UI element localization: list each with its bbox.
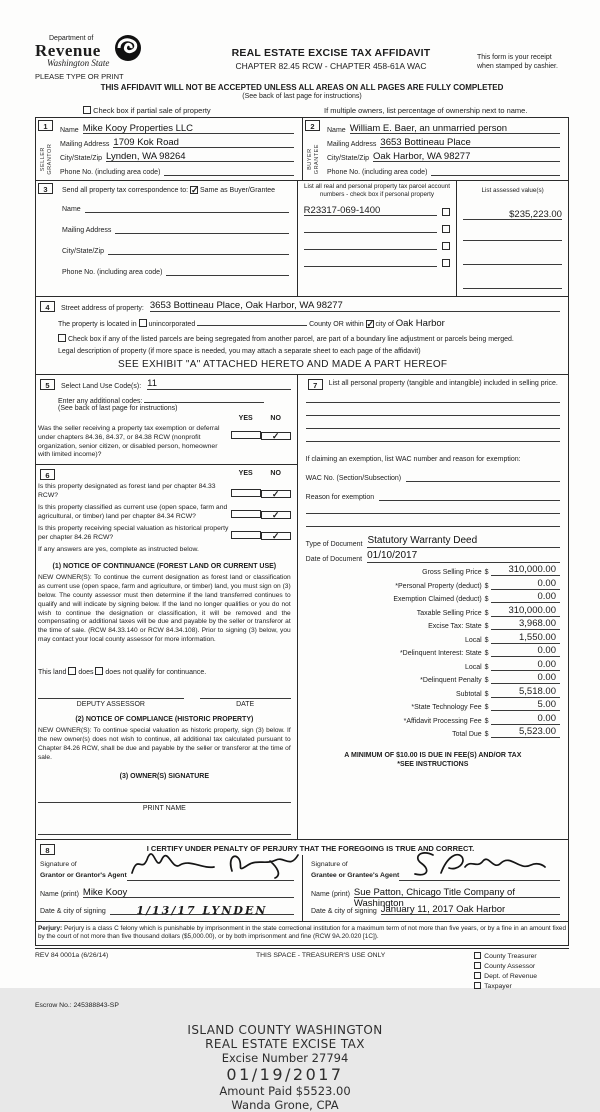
segregated-label: Check box if any of the listed parcels are being segregated from another parcel, are part of a boundary line adjustment or parcels being merged. <box>67 335 514 343</box>
land-use-label: Select Land Use Code(s): <box>61 382 142 390</box>
date-label: DATE <box>236 701 255 709</box>
assessed-value-field[interactable]: $235,223.00 <box>463 209 562 220</box>
receipt-note: This form is your receipt when stamped by cashier. <box>477 54 558 71</box>
yes-column-header: YES <box>238 414 253 422</box>
dollar-sign: $ <box>484 609 489 617</box>
delinquent-penalty-field[interactable]: 0.00 <box>491 672 560 684</box>
dollar-sign: $ <box>484 663 489 671</box>
s3-phone-label: Phone No. (including area code) <box>62 269 163 276</box>
owners-signature-label: (3) OWNER(S) SIGNATURE <box>119 772 209 780</box>
seller-city-label: City/State/Zip <box>60 155 103 162</box>
money-label: Exemption Claimed (deduct) <box>393 596 482 604</box>
treasurer-use-label: THIS SPACE - TREASURER'S USE ONLY <box>256 951 386 959</box>
legal-description-label: Legal description of property (if more space is needed, you may attach a separate sheet to each page of the affidavit) <box>58 347 421 355</box>
county-or-label: County OR within <box>309 320 364 328</box>
s6-forest-yes-checkbox[interactable] <box>231 489 261 497</box>
segregated-checkbox[interactable] <box>58 334 66 342</box>
personal-property-line[interactable] <box>306 390 560 403</box>
form-header <box>35 35 569 81</box>
washington-state-label: Washington State <box>47 58 110 68</box>
stamp-amount-paid: Amount Paid $5523.00 <box>219 1083 351 1098</box>
excise-tax-local-field[interactable]: 1,550.00 <box>491 632 560 644</box>
doc-date-label: Date of Document <box>305 555 363 563</box>
seller-phone-field[interactable] <box>164 165 294 176</box>
section-3 <box>36 181 568 297</box>
certify-statement: I CERTIFY UNDER PENALTY OF PERJURY THAT THE FOREGOING IS TRUE AND CORRECT. <box>146 843 475 853</box>
section-7-column <box>297 375 568 839</box>
seller-address-field[interactable]: 1709 Kok Road <box>113 137 294 148</box>
money-label: Taxable Selling Price <box>416 609 482 617</box>
buyer-name-field[interactable]: William E. Baer, an unmarried person <box>350 123 560 134</box>
form-title: REAL ESTATE EXCISE TAX AFFIDAVIT <box>231 47 431 59</box>
section-4 <box>36 297 568 375</box>
this-land-label: This land <box>38 669 67 677</box>
dept-of-revenue-label: Dept. of Revenue <box>484 972 538 980</box>
s3-address-field[interactable] <box>115 223 288 234</box>
money-label: *State Technology Fee <box>411 704 482 712</box>
money-label: Total Due <box>452 731 482 739</box>
located-in-label: The property is located in <box>58 320 137 328</box>
s6-no-column-header: NO <box>270 470 281 478</box>
section-8 <box>36 840 568 922</box>
s3-city-label: City/State/Zip <box>62 248 105 255</box>
dollar-sign: $ <box>484 690 489 698</box>
grantee-sig-label-2: Grantee or Grantee's Agent <box>311 871 400 879</box>
seller-grantor-side-label: SELLER GRANTOR <box>39 143 53 175</box>
revenue-wordmark: Revenue <box>35 41 101 60</box>
seller-city-field[interactable]: Lynden, WA 98264 <box>106 151 294 162</box>
grantee-date-city-field[interactable]: January 11, 2017 Oak Harbor <box>381 904 560 915</box>
city-of-field[interactable]: Oak Harbor <box>395 317 445 329</box>
correspondence-label: Send all property tax correspondence to: <box>62 187 189 194</box>
escrow-number: Escrow No.: 245388843-SP <box>35 1001 119 1009</box>
see-instructions-note: *SEE INSTRUCTIONS <box>397 761 469 769</box>
section-1-seller <box>36 118 302 180</box>
county-assessor-label: County Assessor <box>484 962 536 970</box>
form-subtitle: CHAPTER 82.45 RCW - CHAPTER 458-61A WAC <box>235 61 427 71</box>
buyer-address-label: Mailing Address <box>327 141 377 148</box>
city-of-label: city of <box>375 320 394 328</box>
county-treasurer-label: County Treasurer <box>484 952 537 960</box>
delinquent-interest-state-field[interactable]: 0.00 <box>491 645 560 657</box>
section-3-number: 3 <box>38 183 53 194</box>
copy-distribution-list <box>446 952 569 992</box>
parcel-number-field[interactable] <box>304 222 438 233</box>
s6-historic-yes-checkbox[interactable] <box>231 531 261 539</box>
grantee-name-print-label: Name (print) <box>311 890 350 898</box>
stamp-date: 01/19/2017 <box>226 1064 344 1084</box>
seller-name-field[interactable]: Mike Kooy Properties LLC <box>83 123 294 134</box>
grantor-date-city-field[interactable]: 1/13/17 LYNDEN <box>110 904 294 915</box>
personal-property-line[interactable] <box>306 416 560 429</box>
parcel-number-field[interactable] <box>304 239 438 250</box>
buyer-address-field[interactable]: 3653 Bottineau Place <box>380 137 560 148</box>
stamp-tax-line: REAL ESTATE EXCISE TAX <box>205 1036 365 1051</box>
buyer-city-label: City/State/Zip <box>327 155 370 162</box>
dollar-sign: $ <box>484 596 489 604</box>
land-use-field[interactable]: 11 <box>147 378 291 390</box>
s3-address-label: Mailing Address <box>62 227 112 234</box>
legal-description-value: SEE EXHIBIT "A" ATTACHED HERETO AND MADE A PART HEREOF <box>118 358 448 370</box>
section-2-number: 2 <box>305 120 320 131</box>
assessed-value-field[interactable] <box>463 254 562 265</box>
street-address-field[interactable]: 3653 Bottineau Place, Oak Harbor, WA 98277 <box>150 300 560 312</box>
warning-sub: (See back of last page for instructions) <box>242 93 362 100</box>
money-label: *Personal Property (deduct) <box>395 582 482 590</box>
street-address-label: Street address of property: <box>61 304 144 312</box>
personal-property-line[interactable] <box>306 403 560 416</box>
s6-forest-question: Is this property designated as forest land per chapter 84.33 RCW? <box>38 483 216 499</box>
treasurer-stamp <box>135 1023 435 1112</box>
dollar-sign: $ <box>484 731 489 739</box>
wac-no-label: WAC No. (Section/Subsection) <box>305 474 402 482</box>
parcel-personal-checkbox-3[interactable] <box>442 242 450 250</box>
section-1-number: 1 <box>38 120 53 131</box>
dollar-sign: $ <box>484 623 489 631</box>
s5-yes-checkbox[interactable] <box>231 431 261 439</box>
county-treasurer-checkbox[interactable] <box>474 952 481 959</box>
personal-property-line[interactable] <box>306 429 560 442</box>
same-as-buyer-checkbox[interactable]: ✓ <box>191 185 199 195</box>
notice-continuance-body: NEW OWNER(S): To continue the current designation as forest land or classification as current use (open space, farm and agriculture, or timber) land, you must sign on (3) below. The county assessor must then determine if the land transferred continues to qualify and will indicate by signing below. If the land no longer qualifies or you do not wish to continue the designation or classification, it will be removed and the compensating or additional taxes will be due and payable by the seller or transferor at the time of sale. (RCW 84.33.140 or RCW 84.34.108). Prior to signing (3) below, you may contact your local county assessor for more information. <box>38 574 291 644</box>
exemption-claimed-field[interactable]: 0.00 <box>491 591 560 603</box>
reason-label: Reason for exemption <box>305 493 375 501</box>
s6-forest-no-checkbox[interactable]: ✓ <box>261 490 291 498</box>
reason-extra-line[interactable] <box>306 514 560 527</box>
partial-sale-label: Check box if partial sale of property <box>93 106 211 115</box>
perjury-label: Perjury: <box>38 924 63 932</box>
taxpayer-checkbox[interactable] <box>474 982 481 989</box>
doc-date-field[interactable]: 01/10/2017 <box>367 550 560 563</box>
land-does-not-checkbox[interactable] <box>95 667 103 675</box>
parcel-column-header: List all real and personal property tax parcel account numbers - check box if personal property <box>303 183 450 198</box>
s5-exemption-question: Was the seller receiving a property tax exemption or deferral under chapters 84.36, 84.37, or 84.38 RCW (nonprofit organization, senior citizen, or disabled person, homeowner with limited income)? <box>38 424 220 459</box>
s6-historic-no-checkbox[interactable]: ✓ <box>261 532 291 540</box>
section-7-number: 7 <box>308 379 323 390</box>
wac-no-field[interactable] <box>406 471 560 482</box>
please-type-label: PLEASE TYPE OR PRINT <box>35 72 124 81</box>
owner-signature-line[interactable] <box>38 802 291 803</box>
s6-current-use-question: Is this property classified as current use (open space, farm and agricultural, or timber) land per chapter 84.34 RCW? <box>38 504 228 520</box>
exemption-claim-label: If claiming an exemption, list WAC number and reason for exemption: <box>305 455 521 463</box>
subtotal-field[interactable]: 5,518.00 <box>491 686 560 698</box>
form-revision: REV 84 0001a (6/26/14) <box>35 951 109 959</box>
warning-line: THIS AFFIDAVIT WILL NOT BE ACCEPTED UNLESS ALL AREAS ON ALL PAGES ARE FULLY COMPLETED <box>100 83 504 92</box>
perjury-body: Perjury is a class C felony which is punishable by imprisonment in the state correctional institution for a maximum term of not more than five years, or by a fine in an amount fixed by the court of not more than five thousand dollars ($5,000.00), or by both imprisonment and fine (RCW 9A.20.020 [1C]). <box>38 924 566 941</box>
perjury-statement <box>36 922 568 945</box>
parcel-personal-checkbox-1[interactable] <box>442 208 450 216</box>
dollar-sign: $ <box>484 650 489 658</box>
parcel-personal-checkbox-2[interactable] <box>442 225 450 233</box>
grantee-sig-label-1: Signature of <box>311 861 348 869</box>
personal-property-deduct-field[interactable]: 0.00 <box>491 578 560 590</box>
grantor-date-city-label: Date & city of signing <box>40 907 106 915</box>
money-label: Local <box>464 663 482 671</box>
s3-name-label: Name <box>62 206 81 213</box>
money-label: Local <box>464 636 482 644</box>
grantor-signature-ink <box>130 849 300 879</box>
seller-name-label: Name <box>60 127 79 134</box>
dollar-sign: $ <box>484 569 489 577</box>
money-label: *Delinquent Penalty <box>420 677 482 685</box>
form-body <box>35 117 569 946</box>
s6-current-yes-checkbox[interactable] <box>231 510 261 518</box>
additional-codes-field[interactable] <box>144 394 264 403</box>
dept-of-label: Department of <box>49 35 94 42</box>
grantee-name-print-field[interactable]: Sue Patton, Chicago Title Company of Washington <box>354 887 560 898</box>
s3-city-field[interactable] <box>108 244 289 255</box>
parcel-number-field[interactable] <box>304 256 438 267</box>
land-does-checkbox[interactable] <box>68 667 76 675</box>
s3-phone-field[interactable] <box>166 265 288 276</box>
buyer-city-field[interactable]: Oak Harbor, WA 98277 <box>373 151 560 162</box>
does-label: does <box>78 669 94 677</box>
additional-codes-label: Enter any additional codes: <box>58 397 143 405</box>
assessed-column-header: List assessed value(s) <box>481 187 544 194</box>
print-name-label: PRINT NAME <box>142 804 186 812</box>
s5-no-checkbox[interactable]: ✓ <box>261 432 291 440</box>
notice-compliance-title: (2) NOTICE OF COMPLIANCE (HISTORIC PROPERTY) <box>75 716 254 724</box>
dollar-sign: $ <box>484 704 489 712</box>
print-name-line[interactable] <box>38 834 291 835</box>
grantee-signature-ink <box>407 849 547 879</box>
affidavit-processing-fee-field[interactable]: 0.00 <box>491 713 560 725</box>
dor-logo <box>35 35 185 81</box>
doc-type-label: Type of Document <box>305 540 363 548</box>
dollar-sign: $ <box>484 582 489 590</box>
grantee-date-city-label: Date & city of signing <box>311 907 377 915</box>
no-column-header: NO <box>270 414 281 422</box>
personal-property-header: List all personal property (tangible and intangible) included in selling price. <box>328 379 558 387</box>
section-2-buyer <box>302 118 568 180</box>
s6-yes-column-header: YES <box>238 470 253 478</box>
money-label: *Affidavit Processing Fee <box>403 717 482 725</box>
if-yes-instruction: If any answers are yes, complete as instructed below. <box>38 546 199 554</box>
dor-swirl-icon <box>111 33 145 65</box>
section-5-6-column <box>36 375 297 839</box>
grantor-name-print-label: Name (print) <box>40 890 79 898</box>
unincorporated-checkbox[interactable] <box>139 319 147 327</box>
reason-extra-line[interactable] <box>306 501 560 514</box>
taxable-selling-price-field[interactable]: 310,000.00 <box>491 605 560 617</box>
city-checkbox[interactable]: ✓ <box>366 318 375 329</box>
delinquent-interest-local-field[interactable]: 0.00 <box>491 659 560 671</box>
doc-type-field[interactable]: Statutory Warranty Deed <box>367 535 560 548</box>
stamp-excise-number: Excise Number 27794 <box>221 1050 349 1065</box>
notice-continuance-title: (1) NOTICE OF CONTINUANCE (FOREST LAND OR CURRENT USE) <box>52 563 277 570</box>
deputy-assessor-label: DEPUTY ASSESSOR <box>76 701 145 709</box>
multiple-owners-note: If multiple owners, list percentage of ownership next to name. <box>324 106 528 115</box>
dollar-sign: $ <box>484 717 489 725</box>
parcel-number-field[interactable]: R23317-069-1400 <box>304 205 438 216</box>
s3-name-field[interactable] <box>85 202 289 213</box>
grantee-signature-block <box>302 855 568 921</box>
state-technology-fee-field[interactable]: 5.00 <box>491 699 560 711</box>
buyer-grantee-side-label: BUYER GRANTEE <box>306 144 320 175</box>
dollar-sign: $ <box>484 677 489 685</box>
county-assessor-checkbox[interactable] <box>474 962 481 969</box>
assessed-value-field[interactable] <box>463 278 562 289</box>
buyer-phone-field[interactable] <box>431 165 560 176</box>
taxpayer-label: Taxpayer <box>484 982 512 990</box>
partial-sale-checkbox[interactable] <box>83 106 91 114</box>
does-not-label: does not qualify for continuance. <box>105 669 207 677</box>
stamp-cashier-name: Wanda Grone, CPA <box>231 1097 339 1112</box>
s6-current-no-checkbox[interactable]: ✓ <box>261 511 291 519</box>
assessed-value-field[interactable] <box>463 230 562 241</box>
grantor-sig-label-2: Grantor or Grantor's Agent <box>40 871 127 879</box>
notice-compliance-body: NEW OWNER(S): To continue special valuation as historic property, sign (3) below. If the new owner(s) does not wish to continue, all additional tax calculated pursuant to Chapter 84.26 RCW, shall be due and payable by the seller or transferor at the time of sale. <box>38 727 291 761</box>
money-label: Subtotal <box>455 690 482 698</box>
seller-address-label: Mailing Address <box>60 141 110 148</box>
money-label: Excise Tax: State <box>428 623 482 631</box>
dept-of-revenue-checkbox[interactable] <box>474 972 481 979</box>
county-field[interactable] <box>197 317 307 326</box>
s6-historic-question: Is this property receiving special valuation as historical property per chapter 84.26 RCW? <box>38 525 229 541</box>
section-4-number: 4 <box>40 301 55 312</box>
section-5-number: 5 <box>40 379 55 390</box>
parcel-personal-checkbox-4[interactable] <box>442 259 450 267</box>
grantor-signature-block <box>36 855 302 921</box>
unincorporated-label: unincorporated <box>148 320 196 328</box>
total-due-field[interactable]: 5,523.00 <box>491 726 560 738</box>
stamp-county-line: ISLAND COUNTY WASHINGTON <box>187 1022 383 1037</box>
section-6-number: 6 <box>40 469 55 480</box>
money-label: *Delinquent Interest: State <box>399 650 482 658</box>
excise-tax-state-field[interactable]: 3,968.00 <box>491 618 560 630</box>
reason-field[interactable] <box>379 490 560 501</box>
buyer-name-label: Name <box>327 127 346 134</box>
dollar-sign: $ <box>484 636 489 644</box>
minimum-fee-note: A MINIMUM OF $10.00 IS DUE IN FEE(S) AND/OR TAX <box>344 752 522 760</box>
money-label: Gross Selling Price <box>422 569 482 577</box>
gross-selling-price-field[interactable]: 310,000.00 <box>491 564 560 576</box>
section-8-number: 8 <box>40 844 55 855</box>
seller-phone-label: Phone No. (including area code) <box>60 169 161 176</box>
buyer-phone-label: Phone No. (including area code) <box>327 169 428 176</box>
grantor-sig-label-1: Signature of <box>40 861 77 869</box>
grantor-name-print-field[interactable]: Mike Kooy <box>83 887 294 898</box>
see-back-label: (See back of last page for instructions) <box>58 404 178 412</box>
same-as-buyer-label: Same as Buyer/Grantee <box>199 187 276 194</box>
